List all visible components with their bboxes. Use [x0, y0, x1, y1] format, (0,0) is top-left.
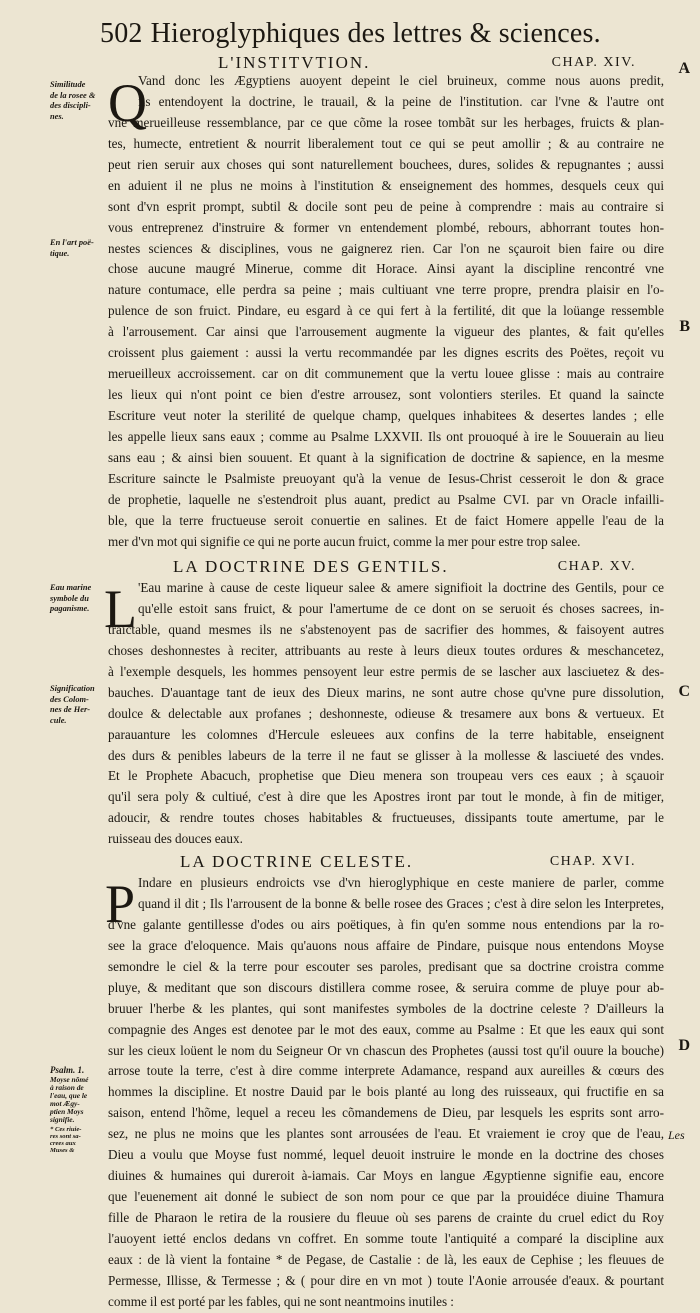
margin-note-line: Similitude	[50, 80, 86, 89]
text-line: d'vne galante gentillesse d'odes ou airs poëtiques, à fin qu'en somme nous entendions par la ro-	[108, 916, 664, 932]
margin-note-line: symbole du	[50, 593, 89, 603]
margin-note-line: * Ces riuie-	[50, 1126, 82, 1133]
text-line: Permesse, Illisse, & Termesse ; & ( pour dire en vn mot ) toute l'Aonie arrousée d'eaux. & pourtant	[108, 1272, 664, 1288]
text-line: les lieux qui n'ont point ce bien d'estre arrousez, sont volontiers steriles. Et quand la saincte	[108, 387, 664, 403]
text-line: pulence de son fruict. Pindare, eu esgard à ce qui fert à la fertilité, dit que la loüange ressemble	[108, 303, 664, 319]
margin-note-eau-marine	[50, 583, 106, 615]
text-line: chose aucune maugré Minerue, comme dit Horace. Ainsi ayant la discipline rencontré vne	[108, 261, 664, 277]
text-line: sont d'vn esprit prompt, subtil & docile sont peu de peine à comprendre : mais au contraire si	[108, 198, 664, 214]
margin-note-psalme	[50, 1065, 106, 1076]
margin-note-line: paganisme.	[50, 604, 90, 613]
section-title: L'INSTITVTION.	[218, 53, 371, 72]
text-line: que l'euenement ait donné le subiect de son nom pour ce que par la prouidéce diuine Thamura	[108, 1189, 664, 1205]
chapter-label: CHAP. XVI.	[549, 854, 636, 869]
margin-letter-c: C	[678, 683, 690, 700]
margin-note-line: nes de Her-	[50, 705, 91, 714]
margin-letter-a: A	[678, 60, 690, 77]
section-title: LA DOCTRINE CELESTE.	[180, 852, 414, 871]
text-line: l'auoyent ietté enclos dedans vn coffret. En somme toute l'antiquité a comparé la discipline aux	[108, 1230, 664, 1246]
margin-note-line: En l'art poë-	[50, 238, 94, 247]
drop-cap: L	[104, 579, 137, 639]
text-line: fille de Pharaon le retira de la rousiere du fleuue où ses parens de crainte du cruel edict du Roy	[108, 1210, 664, 1225]
text-line: peut rien seruir aux choses qui sont naturellement bouchees, dures, solides & repugnantes ; aussi	[108, 156, 664, 172]
margin-note-moyse	[50, 1076, 106, 1124]
margin-note-line: signifie.	[50, 1115, 75, 1124]
text-line: Escriture saincte le Psalmiste preuoyant qu'à la venue de Iesus-Christ cesseroit le don & grace	[108, 470, 664, 486]
text-line: nestes sciences & disciplines, vous ne gaignerez rien. Car l'on ne sçauroit bien faire ou dire	[108, 240, 664, 256]
margin-note-line: de la rosee &	[50, 90, 96, 100]
text-line: choses deshonnestes à reciter, attribuants au reste à leurs dieux toutes ordures & meschancetez,	[108, 642, 664, 658]
text-line: pluye, & meditant que son discours distillera comme rosee, & seruira comme de pluye pour ab-	[108, 979, 664, 995]
section-body-gentils	[108, 578, 664, 850]
margin-note-line: mot Ægy-	[50, 1099, 80, 1108]
text-line: compagnie des Anges est denotee par le mot des eaux, comme au Psalme : Et que les eaux qui sont	[108, 1021, 664, 1037]
running-header	[100, 18, 640, 50]
margin-note-line: nes.	[50, 111, 64, 121]
text-line: de prophetie, laquelle ne s'estendroit plus auant, predict au Psalme CVI. par vn Oracle infailli-	[108, 491, 664, 507]
margin-letter-b: B	[679, 318, 690, 335]
text-line: les appelle lieux sans eaux ; comme au Psalme LXXVII. Ils ont prouoqué à ire le Souuerain au lieu	[108, 428, 664, 444]
drop-cap: Q	[108, 73, 147, 133]
margin-note-art-poetique	[50, 238, 106, 259]
chapter-label: CHAP. XV.	[557, 559, 636, 574]
text-line: tes, humecte, entretient & nourrit liberalement tout ce qui se peut amollir ; & au contraire ne	[108, 135, 664, 151]
text-line: bruuer l'herbe & les plantes, qui sont manifestes symboles de la doctrine celeste ? D'ailleurs la	[108, 1000, 664, 1016]
text-line: merueilleux accroissement. car on dit communement que la vertu louee glisse : mais au contraire	[108, 366, 664, 382]
margin-note-line: l'eau, que le	[50, 1091, 88, 1100]
text-line: à l'arrousement. Car ainsi que l'arrousement augmente la vigueur des plantes, & fait qu'elles	[108, 324, 664, 340]
text-line: arrose toute la terre, c'est à dire comme interprete Adamance, respand aux aureilles & cœurs des	[108, 1063, 664, 1079]
catchword: Les	[668, 1128, 685, 1142]
text-line: à l'exemple desquels, les hommes pensoyent leur estre permis de se lascher aux lasciuetez & des-	[108, 663, 664, 679]
margin-note-similitude	[50, 80, 106, 122]
text-line: quand il dit ; Ils l'arrousent de la bonne & belle rosee des Graces ; c'est à dire selon les Interpretes,	[138, 895, 664, 911]
text-line: mer d'vn mot qui signifie ce qui ne porte aucun fruict, comme la mer pour estre trop salee.	[108, 533, 581, 549]
text-line: ble, que la terre fructueuse seroit conuertie en salines. Et de faict Homere appelle l'eau de la	[108, 512, 664, 528]
text-line: adoucir, & rendre toutes choses habitables & fructueuses, dissipants toute amertume, par le	[108, 810, 664, 826]
text-line: eaux : de là vient la fontaine * de Pegase, de Castalie : de là, les eaux de Cephise ; les fleuues de	[108, 1251, 664, 1267]
text-line: comme il est porté par les fables, qui ne sont neantmoins inutiles :	[108, 1293, 454, 1309]
section-heading-institution	[108, 53, 648, 73]
drop-cap: P	[105, 874, 136, 934]
margin-note-line: à raison de	[50, 1083, 84, 1092]
section-title: LA DOCTRINE DES GENTILS.	[173, 557, 449, 576]
text-line: des durs & penibles labeurs de la terre il ne faut se glisser à la mollesse & lasciueté des vndes.	[108, 747, 664, 763]
text-line: Dieu a voulu que Moyse fust nommé, lequel deuoit instruire le monde en la doctrine des choses	[108, 1147, 664, 1163]
margin-note-line: Signification	[50, 684, 95, 693]
margin-note-line: Muses &	[50, 1147, 75, 1154]
section-body-institution	[108, 71, 664, 553]
text-line: Vand donc les Ægyptiens auoyent depeint le ciel bruineux, comme nous auons predit,	[138, 73, 664, 88]
section-body-celeste	[108, 873, 664, 1313]
page-number: 502	[100, 18, 143, 49]
text-line: sur les cieux loüent le nom du Seigneur Or vn chascun des Prophetes (aussi tost qu'il ouure la bouche)	[108, 1042, 664, 1058]
text-line: Escriture veut noter la sterilité de quelque champ, quelques inhabitees & desertes landes ; elle	[108, 408, 664, 423]
margin-note-line: des discipli-	[50, 101, 91, 110]
text-line: qu'il sera poly & cultiué, c'est à dire que les Apostres iront par tout le monde, à fin de mitiger,	[108, 789, 664, 805]
text-line: croissent plus gaiement : aussi la vertu recommandée par les dignes escrits des Poëtes, reçoit vu	[108, 345, 664, 361]
text-line: parauanture les colomnes d'Hercule esleuees aux confins de la terre habitable, enseignent	[108, 726, 664, 742]
margin-note-line: des Colom-	[50, 694, 89, 704]
text-line: ruisseau des douces eaux.	[108, 831, 243, 847]
text-line: diuines & humaines qui dureroit à-iamais. Car Moys en langue Ægyptienne signifie eau, encore	[108, 1168, 664, 1184]
chapter-label: CHAP. XIV.	[551, 55, 636, 70]
text-line: see la grace d'eloquence. Mais qu'auons nous affaire de Pindare, puisque nous entendons Moyse	[108, 937, 664, 953]
section-heading-celeste	[108, 852, 648, 872]
text-line: doulce & delectable aux profanes ; deshonneste, odieuse & tresamere aux bons & vertueux. Et	[108, 705, 664, 721]
text-line: semondre le ciel & la terre pour escouter ses paroles, predisant que sa doctrine croistra comme	[108, 958, 664, 974]
text-line: sans eau ; & ainsi bien souuent. Et quant à la signification de doctrine & sapience, en la mesme	[108, 449, 664, 465]
text-line: qu'elle estoit sans fruict, & pour l'amertume de ce dont on se seruoit és choses sacrees, in-	[138, 600, 664, 616]
text-line: traictable, quand mesmes ils ne s'abstenoyent pas de sacrifier des hommes, & faisoyent autres	[108, 621, 664, 637]
text-line: bauches. D'auantage tant de ieux des Dieux marins, ne sont autre chose qu'vne pure dissolution,	[108, 684, 664, 700]
margin-note-line: cule.	[50, 715, 67, 725]
text-line: sez, ne plus ne moins que les plantes sont arrousées de l'eau. Et vraiement ie croy que de l'eau,	[108, 1126, 664, 1142]
text-line: Et le Prophete Abacuch, prophetise que Dieu menera son troupeau vers ces eaux ; à sçauoir	[108, 768, 664, 784]
text-line: ils entendoyent la doctrine, le trauail, & la peine de l'institution. car l'vne & l'autre ont	[138, 93, 664, 109]
margin-note-line: tique.	[50, 248, 70, 258]
text-line: vous entreprenez d'instruire & former vn entendement plombé, rebours, abhorrant toutes hon-	[108, 219, 664, 235]
margin-note-line: Psalm. 1.	[50, 1065, 85, 1075]
section-heading-gentils	[108, 557, 648, 577]
running-title: Hieroglyphiques des lettres & sciences.	[150, 18, 601, 49]
text-line: nature contumace, elle perdra sa peine ; mais cultiuant vne terre propre, prendra plaisir en l'o-	[108, 282, 664, 298]
text-line: Indare en plusieurs endroicts vse d'vn hieroglyphique en ceste maniere de parler, comme	[138, 875, 664, 890]
margin-note-line: ptien Moys	[50, 1107, 84, 1116]
text-line: en aduient il ne plus ne moins à l'institution & enseignement des hommes, desquels ceux qui	[108, 177, 664, 193]
margin-note-ces-riuieres-compact	[50, 1126, 106, 1154]
text-line: hommes la discipline. Et nostre Dauid par le bois planté au long des ruisseaux, qui fructifie en sa	[108, 1084, 664, 1100]
margin-letter-d: D	[678, 1037, 690, 1054]
margin-note-signification	[50, 684, 106, 726]
text-line: saison, entend l'hõme, lequel a receu les cõmandemens de Dieu, par lesquels les esprits sont arro-	[108, 1105, 664, 1121]
margin-note-line: res sont sa-	[50, 1133, 81, 1140]
text-line: vne merueilleuse ressemblance, par ce que cõme la rosee tombãt sur les herbages, fruicts & plan-	[108, 114, 664, 130]
margin-note-line: crees aux	[50, 1140, 76, 1147]
margin-note-line: Moyse nõmé	[50, 1075, 89, 1084]
text-line: 'Eau marine à cause de ceste liqueur salee & amere signifioit la doctrine des Gentils, pour ce	[138, 580, 664, 595]
margin-note-line: Eau marine	[50, 583, 92, 592]
